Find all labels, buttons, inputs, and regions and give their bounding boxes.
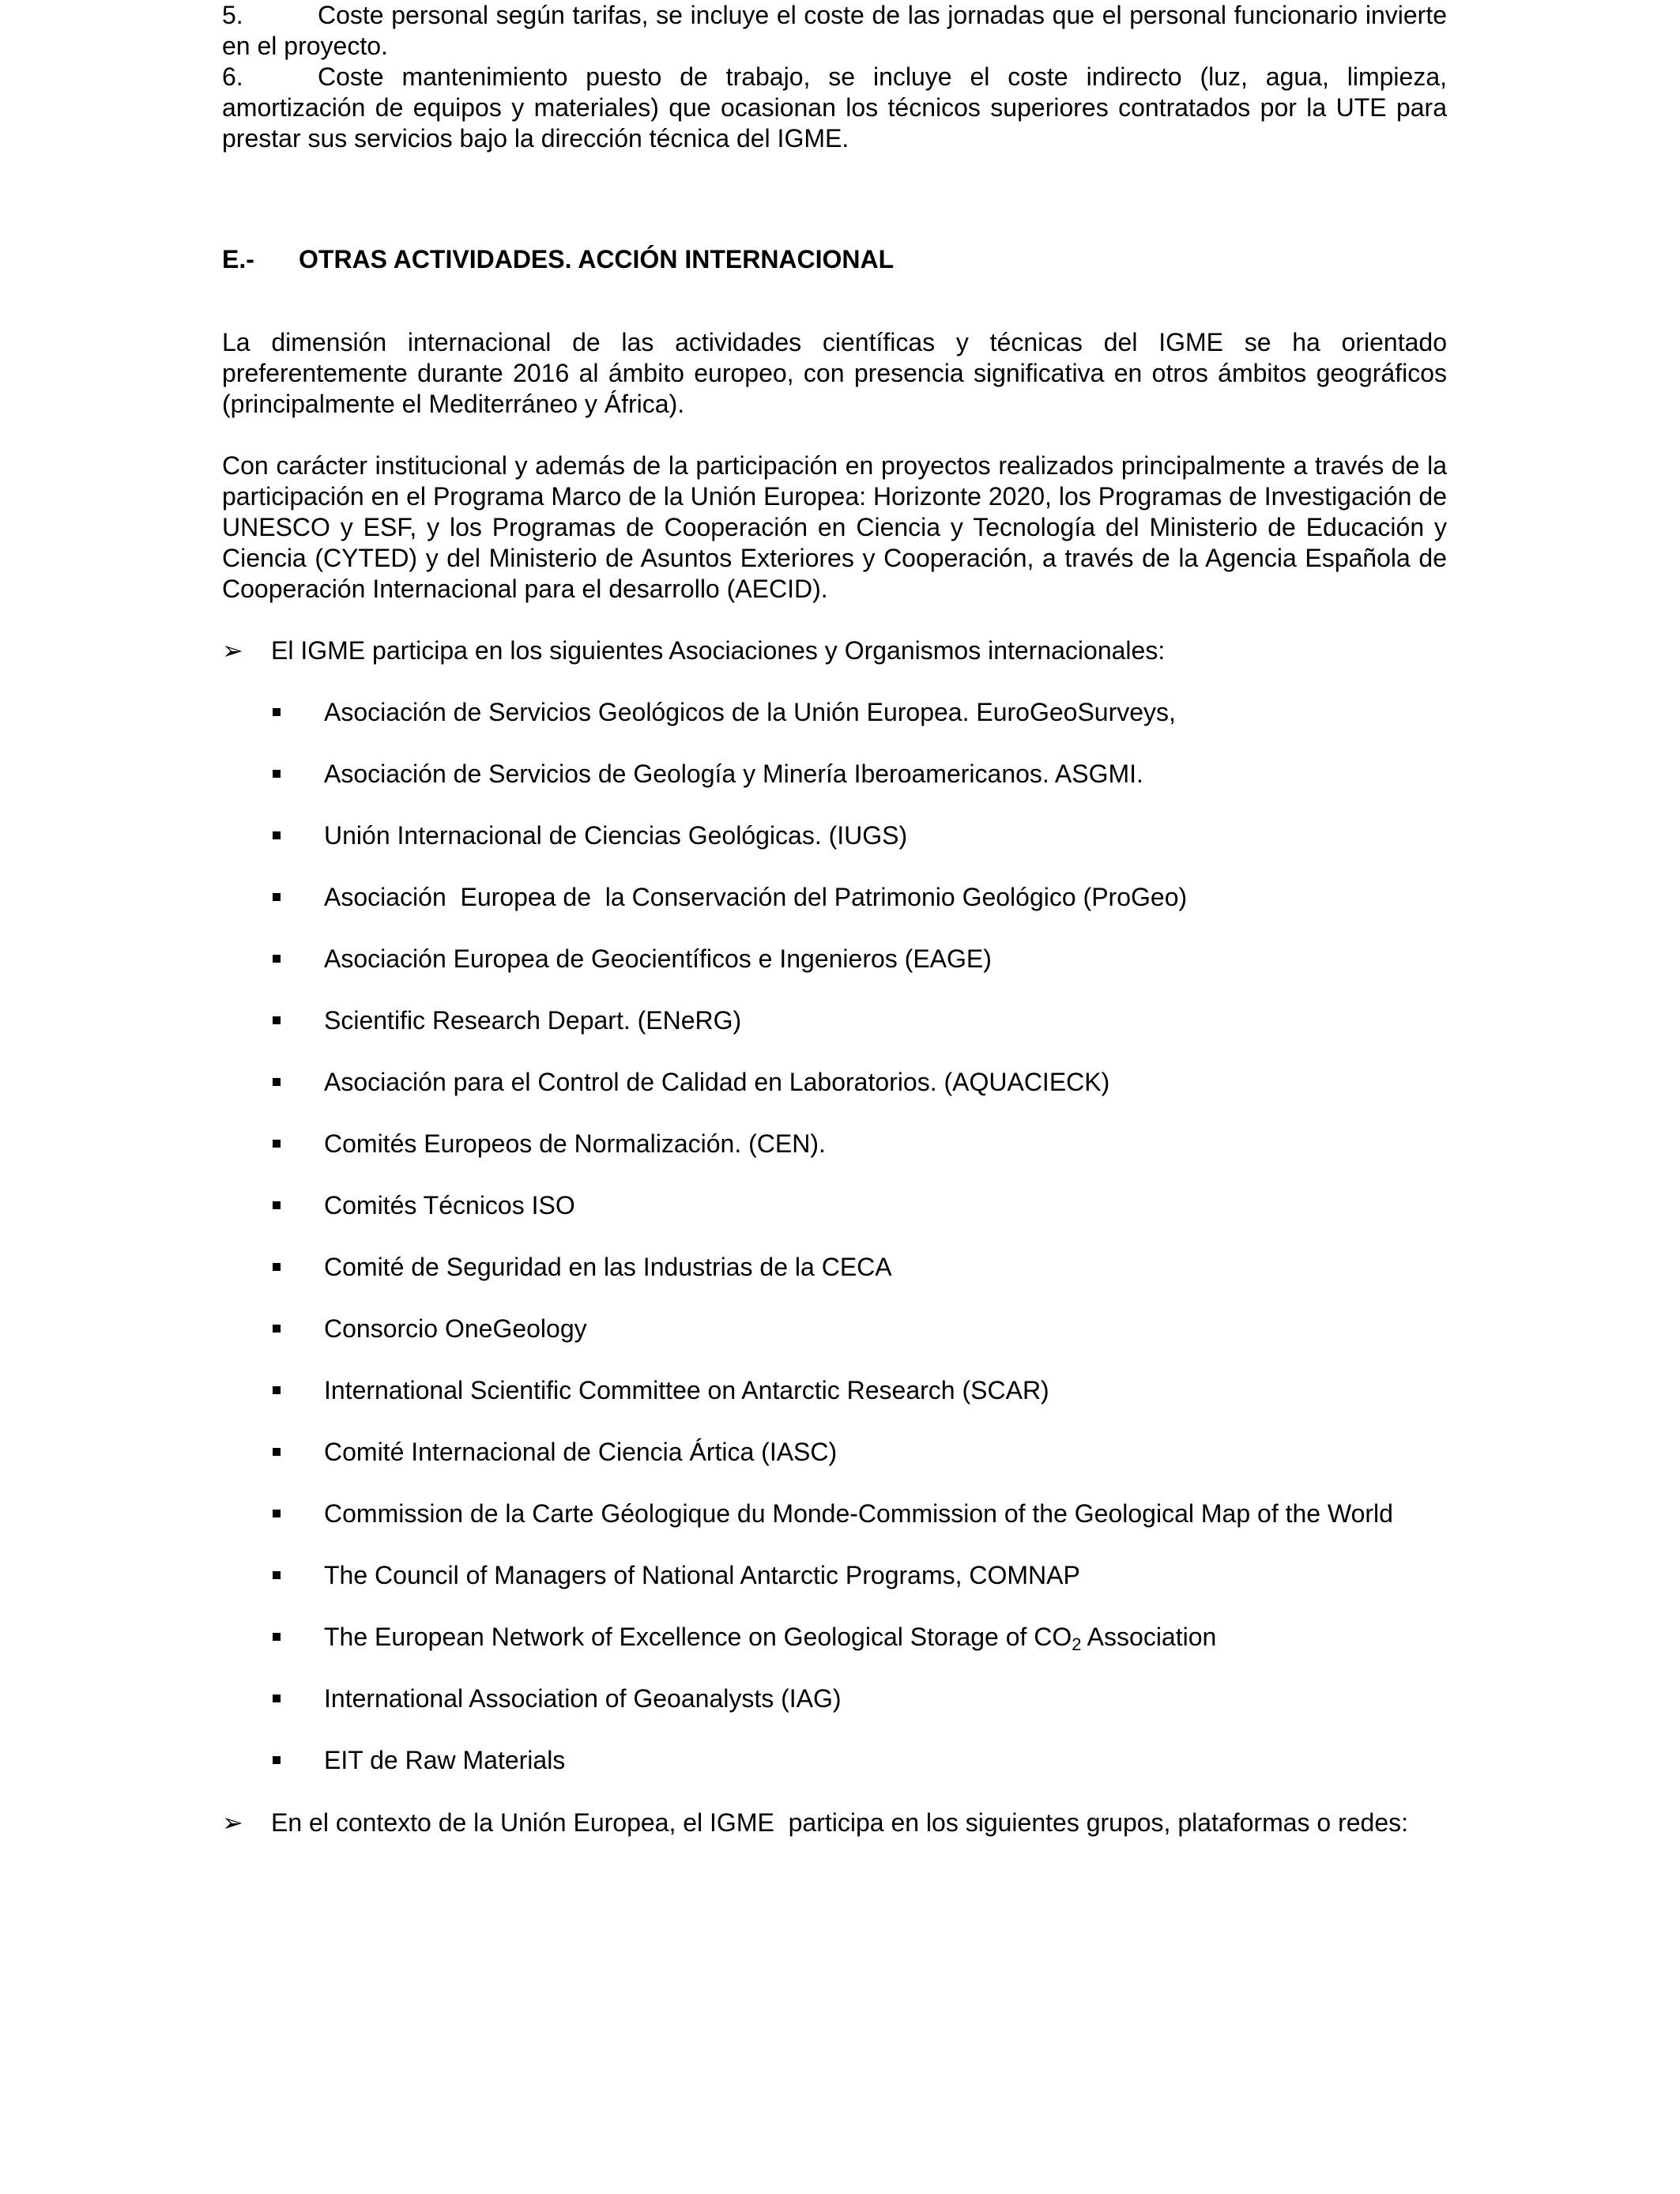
item-text: Coste mantenimiento puesto de trabajo, se incluye el coste indirecto (luz, agua, limpieza, amortización de equipos y materiales) que ocasionan los técnicos superiores contratados por la UTE para prestar sus servicios bajo la dirección técnica del IGME. [222,62,1447,153]
list-intro [222,635,1447,666]
co2-subscript: 2 [1072,1634,1082,1654]
eu-intro-text: En el contexto de la Unión Europea, el IGME participa en los siguientes grupos, plataformas o redes: [271,1808,1409,1837]
item-number: 5. [222,1,243,29]
square-bullet-icon [273,1695,281,1702]
organizations-list [222,697,1447,1776]
page-content [222,0,1447,1839]
section-heading [222,244,1447,275]
square-bullet-icon [273,893,281,901]
list-item: Commission de la Carte Géologique du Monde-Commission of the Geological Map of the World [222,1498,1447,1529]
list-item: Unión Internacional de Ciencias Geológicas. (IUGS) [222,820,1447,851]
square-bullet-icon [273,1510,281,1517]
paragraph-institutional: Con carácter institucional y además de la participación en proyectos realizados principalmente a través de la participación en el Programa Marco de la Unión Europea: Horizonte 2020, los Programas de Investigación de UNESCO y ESF, y los Programas de Cooperación en Ciencia y Tecnología del Ministerio de Educación y Ciencia (CYTED) y del Ministerio de Asuntos Exteriores y Cooperación, a través de la Agencia Española de Cooperación Internacional para el desarrollo (AECID). [222,451,1447,603]
square-bullet-icon [273,770,281,778]
square-bullet-icon [273,708,281,716]
list-item: Asociación Europea de la Conservación del Patrimonio Geológico (ProGeo) [222,882,1447,913]
list-item: Asociación Europea de Geocientíficos e Ingenieros (EAGE) [222,944,1447,974]
numbered-item-6 [222,62,1447,154]
square-bullet-icon [273,955,281,963]
list-item: The Council of Managers of National Antarctic Programs, COMNAP [222,1560,1447,1591]
list-item: International Association of Geoanalysts (IAG) [222,1683,1447,1714]
square-bullet-icon [273,1325,281,1333]
list-item: Asociación de Servicios Geológicos de la Unión Europea. EuroGeoSurveys, [222,697,1447,728]
square-bullet-icon [273,1201,281,1209]
list-item: Comités Europeos de Normalización. (CEN). [222,1129,1447,1159]
list-item: Scientific Research Depart. (ENeRG) [222,1005,1447,1036]
square-bullet-icon [273,1016,281,1024]
paragraph-international-dimension: La dimensión internacional de las actividades científicas y técnicas del IGME se ha orientado preferentemente durante 2016 al ámbito europeo, con presencia significativa en otros ámbitos geográficos (principalmente el Mediterráneo y África). [222,328,1447,418]
eu-intro [222,1807,1447,1839]
square-bullet-icon [273,1448,281,1456]
arrow-bullet-icon: ➢ [222,1808,243,1837]
list-item: Comité de Seguridad en las Industrias de la CECA [222,1252,1447,1283]
square-bullet-icon [273,1078,281,1086]
list-intro-text: El IGME participa en los siguientes Asociaciones y Organismos internacionales: [271,636,1166,665]
section-title: OTRAS ACTIVIDADES. ACCIÓN INTERNACIONAL [299,245,895,273]
square-bullet-icon [273,1140,281,1148]
square-bullet-icon [273,1571,281,1579]
item-text: Coste personal según tarifas, se incluye el coste de las jornadas que el personal funcionario invierte en el proyecto. [222,1,1447,60]
square-bullet-icon [273,1756,281,1764]
list-item: Consorcio OneGeology [222,1314,1447,1344]
list-item: International Scientific Committee on Antarctic Research (SCAR) [222,1375,1447,1406]
list-item: Asociación de Servicios de Geología y Minería Iberoamericanos. ASGMI. [222,759,1447,790]
numbered-item-5 [222,0,1447,62]
square-bullet-icon [273,1386,281,1394]
arrow-bullet-icon: ➢ [222,636,243,665]
square-bullet-icon [273,1633,281,1641]
list-item: Comités Técnicos ISO [222,1190,1447,1221]
list-item: Asociación para el Control de Calidad en Laboratorios. (AQUACIECK) [222,1067,1447,1098]
section-letter: E.- [222,245,254,273]
square-bullet-icon [273,831,281,839]
item-number: 6. [222,62,243,91]
list-item-co2: The European Network of Excellence on Geological Storage of $CO_2$ Association [222,1622,1447,1653]
list-item: EIT de Raw Materials [222,1745,1447,1776]
list-item: Comité Internacional de Ciencia Ártica (IASC) [222,1437,1447,1468]
square-bullet-icon [273,1263,281,1271]
